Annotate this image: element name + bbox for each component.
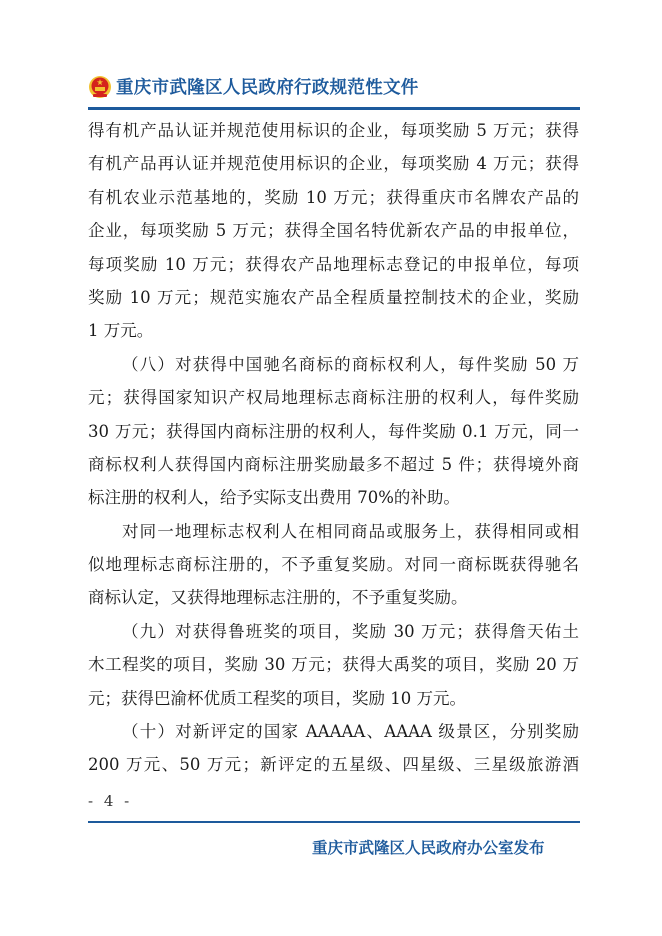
footer-publisher: 重庆市武隆区人民政府办公室发布 — [312, 839, 545, 857]
page-number: - 4 - — [88, 792, 133, 810]
text-line: 商标权利人获得国内商标注册奖励最多不超过 5 件；获得境外商 — [88, 454, 579, 474]
text-line: 每项奖励 10 万元；获得农产品地理标志登记的申报单位，每项 — [88, 254, 579, 274]
header-title: 重庆市武隆区人民政府行政规范性文件 — [116, 78, 419, 98]
text-line: 似地理标志商标注册的，不予重复奖励。对同一商标既获得驰名 — [88, 555, 579, 575]
text-line: 企业，每项奖励 5 万元；获得全国名特优新农产品的申报单位， — [88, 221, 579, 241]
text-line: 1 万元。 — [88, 321, 154, 341]
text-line: 奖励 10 万元；规范实施农产品全程质量控制技术的企业，奖励 — [88, 287, 579, 307]
text-line: 得有机产品认证并规范使用标识的企业，每项奖励 5 万元；获得 — [88, 121, 579, 140]
document-header — [88, 74, 419, 99]
text-line: 木工程奖的项目，奖励 30 万元；获得大禹奖的项目，奖励 20 万 — [88, 655, 579, 675]
text-line: 元；获得国家知识产权局地理标志商标注册的权利人，每件奖励 — [88, 388, 579, 408]
text-line: 200 万元、50 万元；新评定的五星级、四星级、三星级旅游酒 — [88, 755, 579, 775]
footer-divider — [88, 821, 580, 823]
text-line: （十）对新评定的国家 AAAAA、AAAA 级景区，分别奖励 — [122, 722, 579, 742]
text-line: （八）对获得中国驰名商标的商标权利人，每件奖励 50 万 — [122, 354, 579, 374]
document-body — [88, 114, 579, 782]
text-line: 有机产品再认证并规范使用标识的企业，每项奖励 4 万元；获得 — [88, 154, 579, 174]
text-line: 对同一地理标志权利人在相同商品或服务上，获得相同或相 — [122, 521, 579, 541]
text-line: 商标认定，又获得地理标志注册的，不予重复奖励。 — [88, 588, 468, 608]
text-line: 30 万元；获得国内商标注册的权利人，每件奖励 0.1 万元，同一 — [88, 421, 579, 441]
text-line: 标注册的权利人，给予实际支出费用 70%的补助。 — [88, 488, 460, 508]
text-line: 有机农业示范基地的，奖励 10 万元；获得重庆市名牌农产品的 — [88, 187, 579, 207]
text-line: （九）对获得鲁班奖的项目，奖励 30 万元；获得詹天佑土 — [122, 621, 579, 641]
national-emblem-icon — [88, 75, 112, 99]
text-line: 元；获得巴渝杯优质工程奖的项目，奖励 10 万元。 — [88, 688, 466, 708]
header-divider — [88, 107, 580, 110]
